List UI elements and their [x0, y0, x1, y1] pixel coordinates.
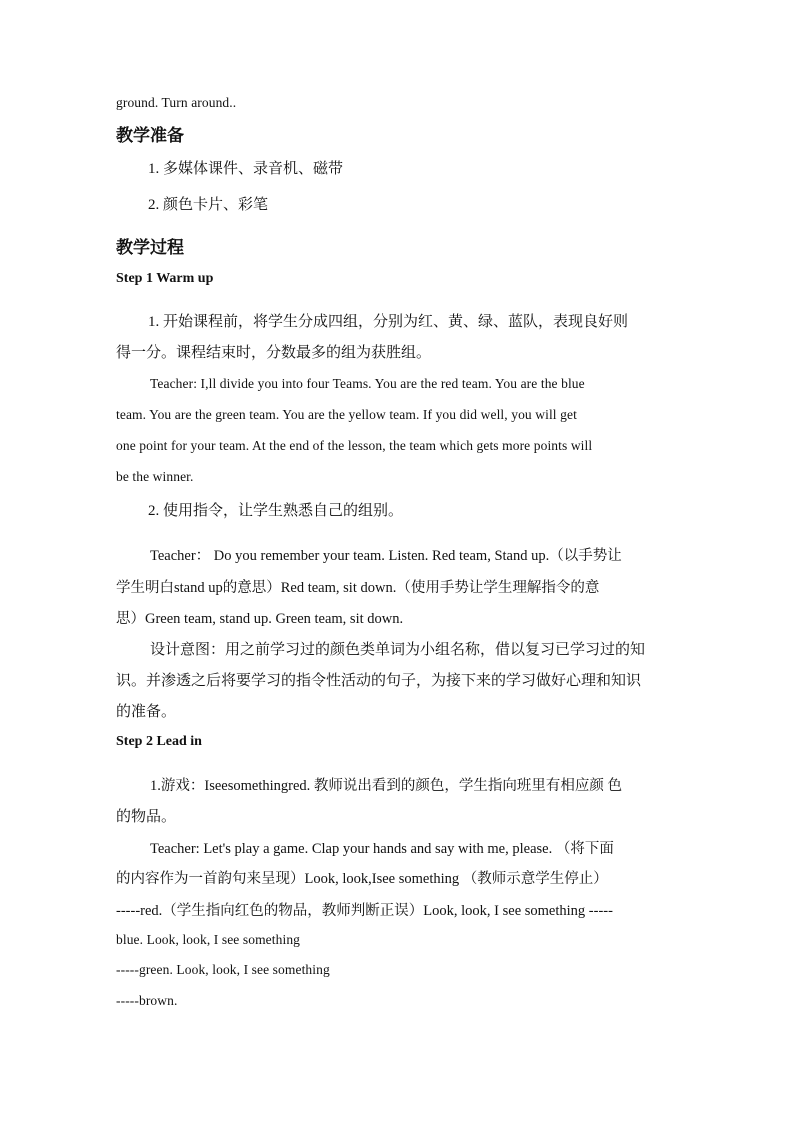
paragraph-line: Teacher： Do you remember your team. Listen. Red team, Stand up.（以手势让	[150, 548, 622, 564]
paragraph-line: blue. Look, look, I see something	[116, 932, 301, 947]
paragraph-line: 的内容作为一首韵句来呈现）Look, look,Isee something （教师示意学生停止）	[116, 871, 608, 887]
list-item: 1. 多媒体课件、录音机、磁带	[148, 161, 344, 177]
paragraph-line: 2. 使用指令，让学生熟悉自己的组别。	[148, 503, 404, 519]
paragraph-line: -----red.（学生指向红色的物品，教师判断正误）Look, look, I see something -----	[116, 903, 613, 919]
paragraph-line: 设计意图：用之前学习过的颜色类单词为小组名称，借以复习已学习过的知	[150, 642, 646, 658]
paragraph-line: 的准备。	[116, 704, 177, 720]
paragraph-line: Teacher: Let's play a game. Clap your hands and say with me, please. （将下面	[150, 841, 614, 857]
section-heading-preparation: 教学准备	[116, 126, 184, 145]
paragraph-line: 识。并渗透之后将要学习的指令性活动的句子，为接下来的学习做好心理和知识	[116, 673, 642, 689]
paragraph-line: 1. 开始课程前，将学生分成四组，分别为红、黄、绿、蓝队，表现良好则	[148, 314, 629, 330]
paragraph-line: team. You are the green team. You are the yellow team. If you did well, you will get	[116, 407, 577, 422]
paragraph-line: 学生明白stand up的意思）Red team, sit down.（使用手势让学生理解指令的意	[116, 580, 600, 596]
paragraph-line: be the winner.	[116, 469, 194, 484]
paragraph-line: Teacher: I,ll divide you into four Teams. You are the red team. You are the blue	[150, 376, 585, 391]
paragraph-line: one point for your team. At the end of the lesson, the team which gets more points will	[116, 438, 593, 453]
step-heading-lead-in: Step 2 Lead in	[116, 734, 202, 749]
paragraph-line: 思）Green team, stand up. Green team, sit down.	[116, 611, 404, 627]
paragraph-line: -----green. Look, look, I see something	[116, 962, 330, 977]
section-heading-process: 教学过程	[116, 238, 184, 257]
list-item: 2. 颜色卡片、彩笔	[148, 197, 269, 213]
paragraph-line: 得一分。课程结束时，分数最多的组为获胜组。	[116, 345, 432, 361]
paragraph-line: 的物品。	[116, 809, 177, 825]
text-line: ground. Turn around..	[116, 95, 237, 110]
paragraph-line: 1.游戏：Iseesomethingred. 教师说出看到的颜色，学生指向班里有相应颜 色	[150, 778, 623, 794]
paragraph-line: -----brown.	[116, 993, 178, 1008]
step-heading-warm-up: Step 1 Warm up	[116, 271, 214, 286]
